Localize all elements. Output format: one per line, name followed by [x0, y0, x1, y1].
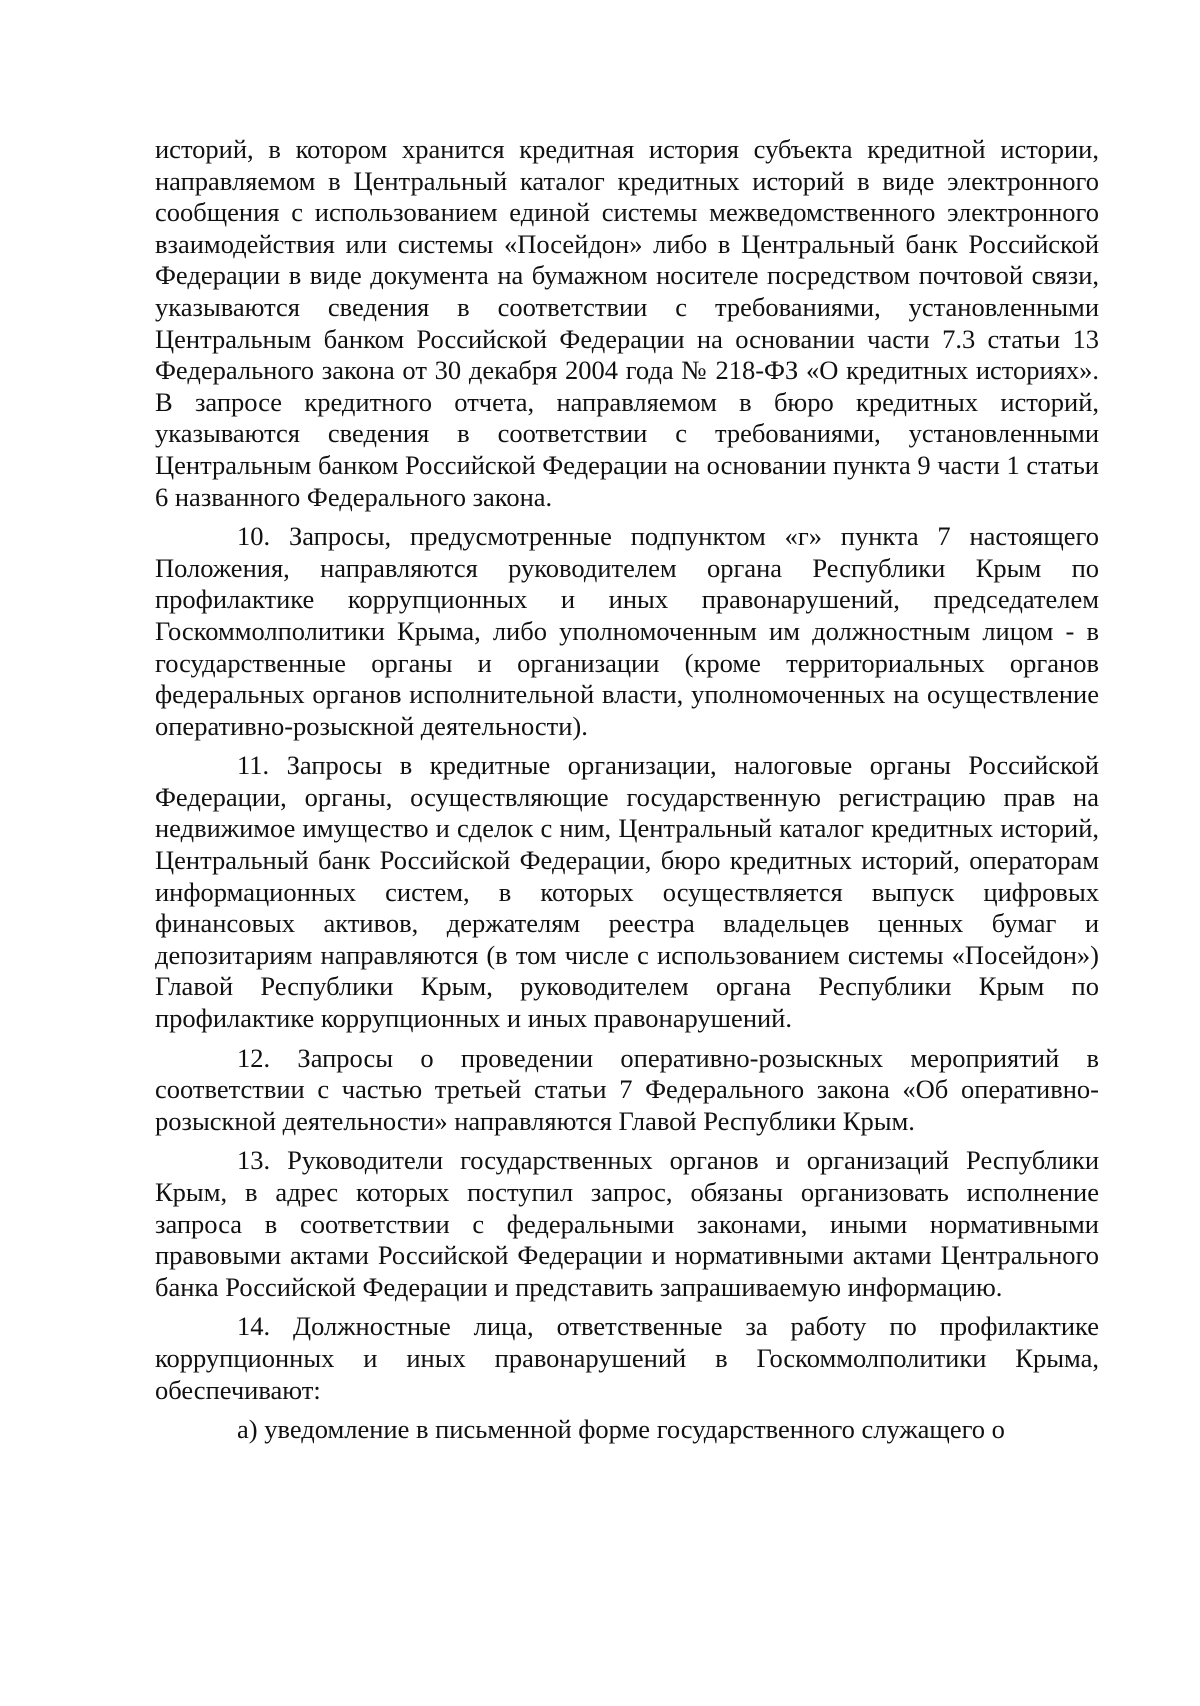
- paragraph-11: 11. Запросы в кредитные организации, налоговые органы Российской Федерации, органы, осуществляющие государственную регистрацию прав на недвижимое имущество и сделок с ним, Центральный каталог кредитных историй, Центральный банк Российской Федерации, бюро кредитных историй, операторам информационных систем, в которых осуществляется выпуск цифровых финансовых активов, держателям реестра владельцев ценных бумаг и депозитариям направляются (в том числе с использованием системы «Посейдон») Главой Республики Крым, руководителем органа Республики Крым по профилактике коррупционных и иных правонарушений.: [155, 750, 1099, 1034]
- paragraph-continuation: историй, в котором хранится кредитная история субъекта кредитной истории, направляемом в Центральный каталог кредитных историй в виде электронного сообщения с использованием единой системы межведомственного электронного взаимодействия или системы «Посейдон» либо в Центральный банк Российской Федерации в виде документа на бумажном носителе посредством почтовой связи, указываются сведения в соответствии с требованиями, установленными Центральным банком Российской Федерации на основании части 7.3 статьи 13 Федерального закона от 30 декабря 2004 года № 218-ФЗ «О кредитных историях». В запросе кредитного отчета, направляемом в бюро кредитных историй, указываются сведения в соответствии с требованиями, установленными Центральным банком Российской Федерации на основании пункта 9 части 1 статьи 6 названного Федерального закона.: [155, 134, 1099, 512]
- paragraph-12: 12. Запросы о проведении оперативно-розыскных мероприятий в соответствии с частью третьей статьи 7 Федерального закона «Об оперативно-розыскной деятельности» направляются Главой Республики Крым.: [155, 1042, 1099, 1136]
- paragraph-14a: а) уведомление в письменной форме государственного служащего о: [237, 1414, 1005, 1445]
- document-body: [155, 134, 1099, 1446]
- paragraph-14: 14. Должностные лица, ответственные за работу по профилактике коррупционных и иных правонарушений в Госкоммолполитики Крыма, обеспечивают:: [155, 1311, 1099, 1405]
- paragraph-13: 13. Руководители государственных органов и организаций Республики Крым, в адрес которых поступил запрос, обязаны организовать исполнение запроса в соответствии с федеральными законами, иными нормативными правовыми актами Российской Федерации и нормативными актами Центрального банка Российской Федерации и представить запрашиваемую информацию.: [155, 1145, 1099, 1302]
- paragraph-10: 10. Запросы, предусмотренные подпунктом «г» пункта 7 настоящего Положения, направляются руководителем органа Республики Крым по профилактике коррупционных и иных правонарушений, председателем Госкоммолполитики Крыма, либо уполномоченным им должностным лицом - в государственные органы и организации (кроме территориальных органов федеральных органов исполнительной власти, уполномоченных на осуществление оперативно-розыскной деятельности).: [155, 521, 1099, 741]
